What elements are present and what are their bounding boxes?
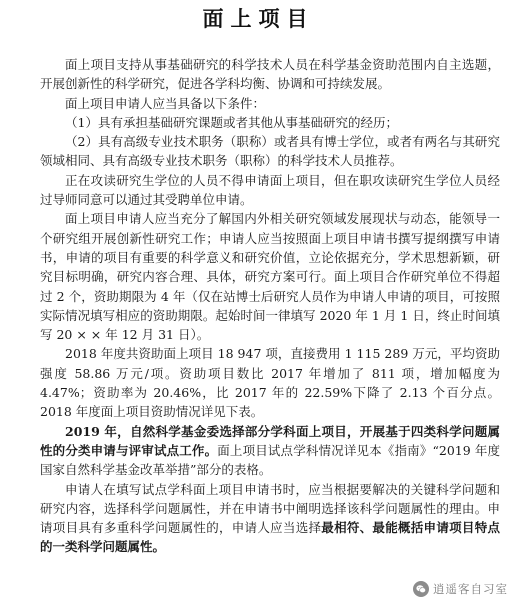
watermark bbox=[410, 580, 511, 598]
paragraph-attribute-selection bbox=[40, 480, 500, 557]
page-title: 面上项目 bbox=[202, 7, 315, 31]
paragraph-2019-pilot-bold: 2019 年，自然科学基金委选择部分学科面上项目，开展基于四类科学问题属性的分类申请与评审试点工作。 bbox=[40, 423, 500, 458]
paragraph-2019-pilot-rest: 面上项目试点学科情况详见本《指南》“2019 年度国家自然科学基金改革举措”部分的表格。 bbox=[40, 442, 500, 478]
watermark-text: 逍遥客自习室 bbox=[433, 582, 508, 596]
paragraph-intro: 面上项目支持从事基础研究的科学技术人员在科学基金资助范围内自主选题，开展创新性的科学研究，促进各学科均衡、协调和可持续发展。 bbox=[40, 57, 500, 92]
paragraph-conditions-heading: 面上项目申请人应当具备以下条件： bbox=[65, 95, 266, 111]
paragraph-condition-1: （1）具有承担基础研究课题或者其他从事基础研究的经历； bbox=[65, 114, 398, 130]
paragraph-student-restriction: 正在攻读研究生学位的人员不得申请面上项目，但在职攻读研究生学位人员经过导师同意可以通过其受聘单位申请。 bbox=[40, 172, 500, 208]
paragraph-2019-pilot bbox=[40, 422, 500, 480]
paragraph-condition-2: （2）具有高级专业技术职务（职称）或者具有博士学位，或者有两名与其研究领域相同、具有高级专业技术职务（职称）的科学技术人员推荐。 bbox=[40, 134, 500, 169]
paragraph-attribute-selection-text: 申请人在填写试点学科面上项目申请书时，应当根据要解决的关键科学问题和研究内容，选择科学问题属性，并在申请书中阐明选择该科学问题属性的理由。申请项目具有多重科学问题属性的，申请人应当选择 bbox=[40, 481, 500, 536]
paragraph-requirements: 面上项目申请人应当充分了解国内外相关研究领域发展现状与动态，能领导一个研究组开展创新性研究工作；申请人应当按照面上项目申请书撰写提纲撰写申请书，申请的项目有重要的科学意义和研究价值，立论依据充分，学术思想新颖，研究目标明确，研究内容合理、具体，研究方案可行。面上项目合作研究单位不得超过 2 个，资助期限为 4 年（仅在站博士后研究人员作为申请人申请的项目，可按照实际情况填写相应的资助期限。起始时间一律填写 2020 年 1 月 1 日，终止时间填写 20 × × 年 12 月 31 日）。 bbox=[40, 211, 500, 343]
paragraph-2018-stats: 2018 年度共资助面上项目 18 947 项，直接费用 1 115 289 万元，平均资助强度 58.86 万元/项。资助项目数比 2017 年增加了 811 项，增加幅度为 4.47%；资助率为 20.46%，比 2017 年的 22.59%下降了 2.13 个百分点。2018 年度面上项目资助情况详见下表。 bbox=[40, 346, 500, 420]
paragraph-attribute-selection-bold: 最相符、最能概括申请项目特点的一类科学问题属性。 bbox=[40, 520, 500, 555]
document-body bbox=[40, 55, 500, 557]
wechat-logo-icon bbox=[413, 581, 429, 597]
